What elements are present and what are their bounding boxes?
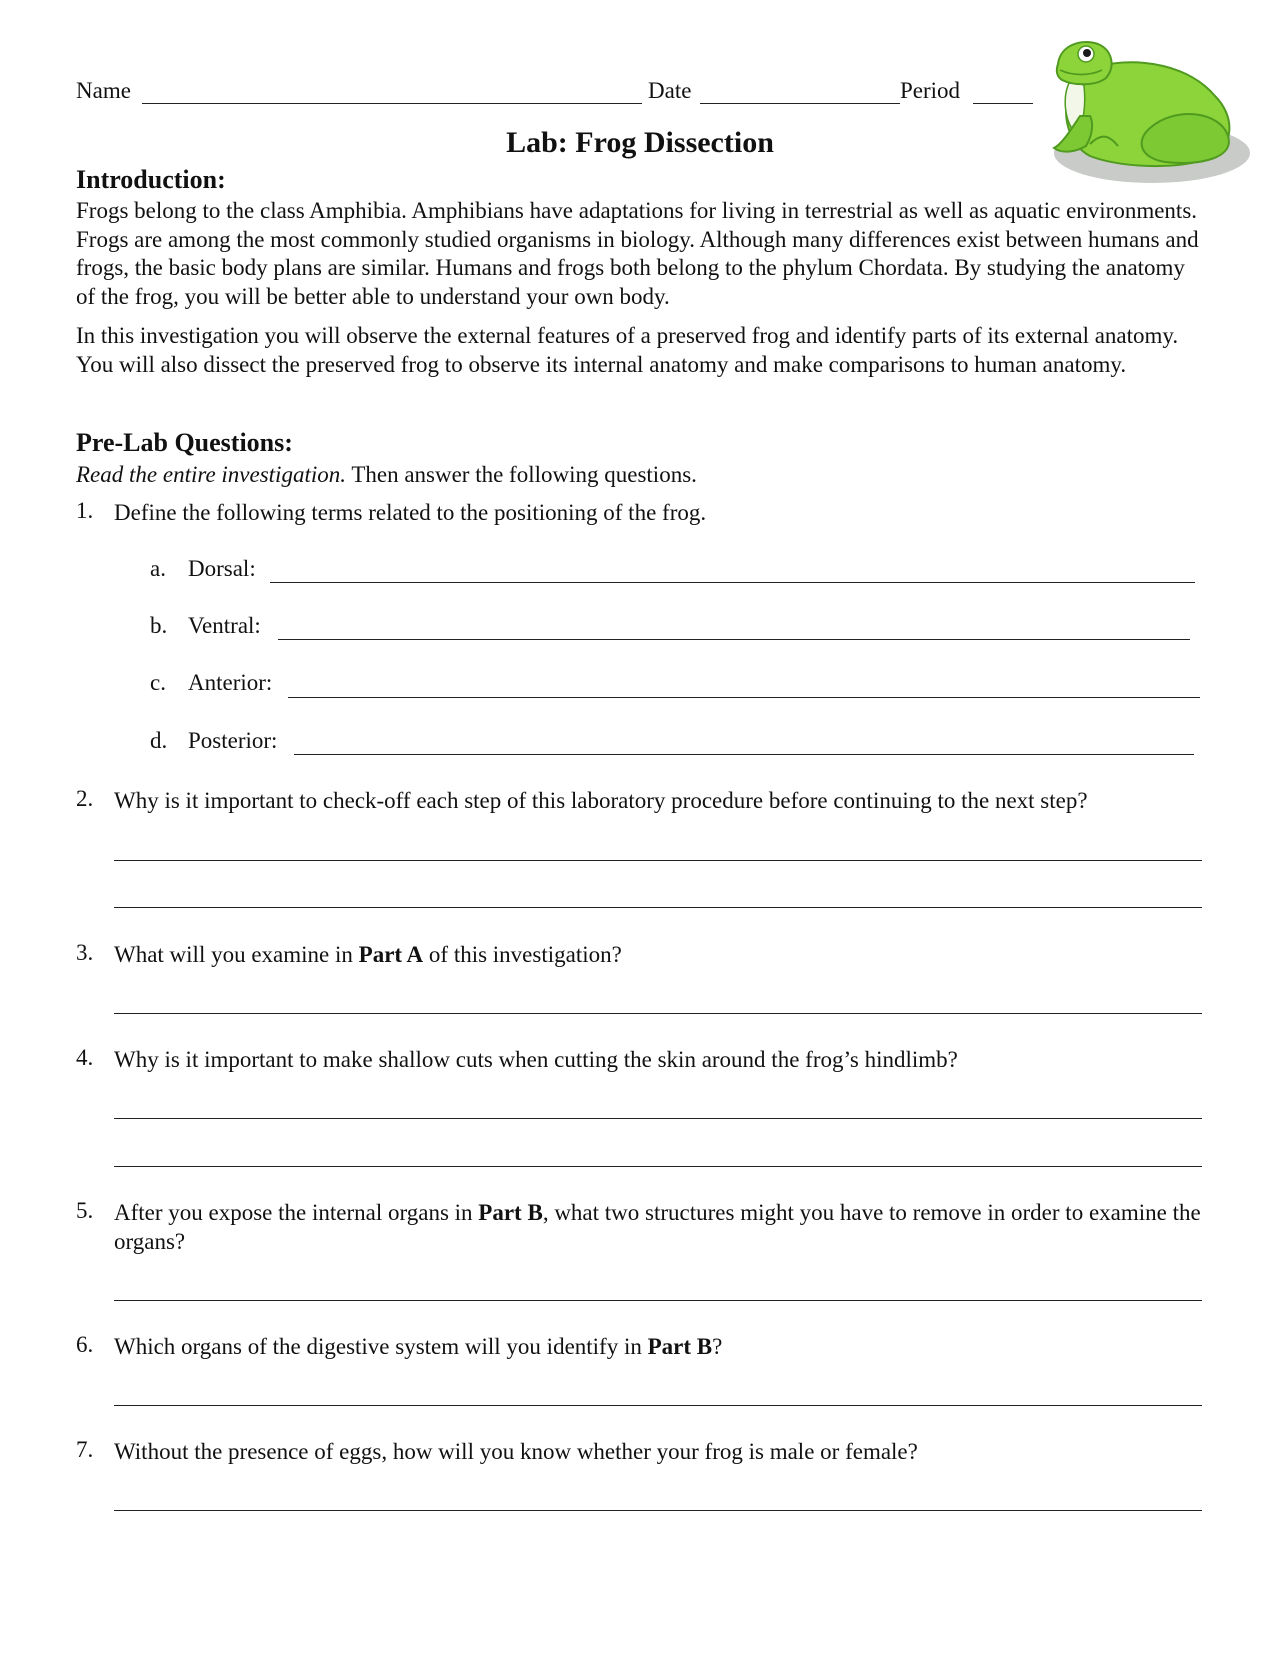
question-number: 4. [76, 1045, 94, 1070]
answer-line[interactable] [114, 860, 1202, 861]
question-number: 5. [76, 1198, 94, 1223]
subitem-letter: d. [150, 728, 168, 753]
subitem-letter: c. [150, 670, 166, 695]
answer-line[interactable] [114, 1405, 1202, 1406]
subitem-label: Anterior: [188, 670, 273, 695]
prelab-instruction [76, 460, 697, 489]
period-label: Period [900, 78, 961, 103]
question-number: 1. [76, 498, 94, 523]
intro-paragraph-1: Frogs belong to the class Amphibia. Amphibians have adaptations for living in terrestrial as well as aquatic environments. Frogs are among the most commonly studied organisms in biology. Although many differences exist between humans and frogs, the basic body plans are similar. Humans and frogs both belong to the phylum Chordata. By studying the anatomy of the frog, you will be better able to understand your own body. [76, 198, 1199, 309]
name-field[interactable] [142, 103, 642, 104]
instruction-rest: Then answer the following questions. [345, 462, 697, 487]
answer-line[interactable] [114, 907, 1202, 908]
intro-heading: Introduction: [76, 165, 226, 194]
page-title: Lab: Frog Dissection [506, 126, 774, 159]
subitem-letter: b. [150, 613, 168, 638]
answer-line[interactable] [114, 1118, 1202, 1119]
question-text: Which organs of the digestive system will you identify in Part B? [114, 1334, 723, 1359]
intro-paragraph-2: In this investigation you will observe the external features of a preserved frog and identify parts of its external anatomy. You will also dissect the preserved frog to observe its internal anatomy and make comparisons to human anatomy. [76, 323, 1179, 377]
subitem-letter: a. [150, 556, 166, 581]
answer-line[interactable] [114, 1013, 1202, 1014]
instruction-italic: Read the entire investigation. [76, 462, 346, 487]
question-text: What will you examine in Part A of this investigation? [114, 942, 622, 967]
answer-line[interactable] [114, 1166, 1202, 1167]
question-text: Why is it important to make shallow cuts when cutting the skin around the frog’s hindlimb? [114, 1047, 958, 1072]
posterior-answer-line[interactable] [294, 754, 1194, 755]
ventral-answer-line[interactable] [278, 639, 1190, 640]
period-field[interactable] [973, 103, 1033, 104]
question-number: 3. [76, 940, 94, 965]
subitem-label: Dorsal: [188, 556, 256, 581]
question-text: Why is it important to check-off each step of this laboratory procedure before continuing to the next step? [114, 788, 1088, 813]
answer-line[interactable] [114, 1300, 1202, 1301]
question-number: 2. [76, 786, 94, 811]
question-text: After you expose the internal organs in Part B, what two structures might you have to remove in order to examine the organs? [114, 1200, 1201, 1254]
prelab-heading: Pre-Lab Questions: [76, 428, 293, 457]
answer-line[interactable] [114, 1510, 1202, 1511]
question-number: 6. [76, 1332, 94, 1357]
anterior-answer-line[interactable] [288, 697, 1200, 698]
question-number: 7. [76, 1437, 94, 1462]
date-field[interactable] [700, 103, 900, 104]
question-text: Define the following terms related to the positioning of the frog. [114, 500, 707, 525]
frog-icon [1040, 36, 1260, 186]
question-text: Without the presence of eggs, how will you know whether your frog is male or female? [114, 1439, 918, 1464]
dorsal-answer-line[interactable] [270, 582, 1195, 583]
date-label: Date [648, 78, 692, 103]
frog-pupil [1083, 49, 1091, 57]
subitem-label: Ventral: [188, 613, 261, 638]
subitem-label: Posterior: [188, 728, 278, 753]
name-label: Name [76, 78, 131, 103]
